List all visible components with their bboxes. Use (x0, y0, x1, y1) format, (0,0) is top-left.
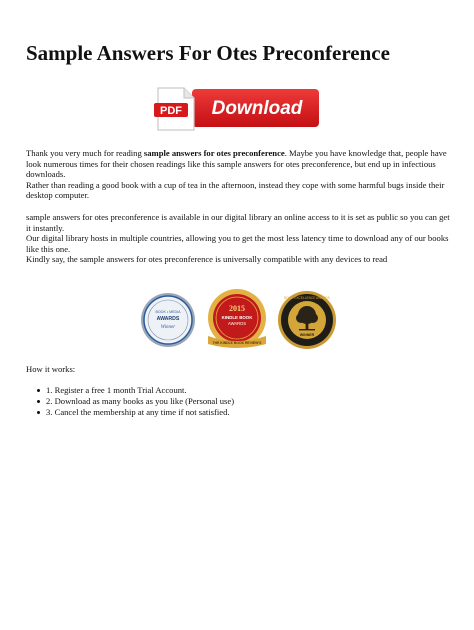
intro-rest-text: . Maybe you have knowledge that, people have look numerous times for their chosen readings like this sample answers for otes preconference, but end up in infectious downloads. (26, 148, 447, 180)
step-text: 1. Register a free 1 month Trial Account. (46, 385, 187, 395)
intro-line-2: Rather than reading a good book with a cup of tea in the afternoon, instead they cope with some harmful bugs inside their desktop computer. (26, 179, 445, 201)
step-text: 3. Cancel the membership at any time if not satisfied. (46, 407, 230, 418)
pdf-label: PDF (160, 105, 182, 117)
document-title: Sample Answers For Otes Preconference (26, 41, 390, 65)
step-text: 2. Download as many books as you like (Personal use) (46, 396, 235, 407)
library-line-1: sample answers for otes preconference is available in our digital library an online access to it is set as public so you can get it instantly. (26, 212, 450, 233)
list-item (26, 385, 234, 396)
badge3-center-text: WINNER (299, 333, 315, 337)
kindle-book-award-badge (208, 289, 266, 348)
bullet-icon (37, 400, 40, 403)
library-paragraph (26, 212, 450, 265)
award-badges (0, 288, 474, 352)
intro-bold-title: sample answers for otes preconference (143, 148, 285, 158)
library-line-2: Our digital library hosts in multiple countries, allowing you to get the most less latency time to download any of our books like this one. (26, 233, 449, 254)
how-it-works-steps (26, 385, 234, 419)
badge2-line2: AWARDS (227, 321, 247, 326)
book-excellence-award-badge (278, 291, 336, 349)
list-item (26, 407, 234, 418)
badge1-line2: AWARDS (156, 316, 180, 322)
list-item (26, 396, 234, 407)
badge2-year: 2015 (229, 304, 245, 313)
book-media-award-badge (141, 293, 195, 347)
how-it-works-heading: How it works: (26, 364, 76, 374)
badge3-ring-text: BOOK EXCELLENCE AWARDS (284, 296, 330, 300)
download-label: Download (211, 98, 303, 119)
library-line-3: Kindly say, the sample answers for otes preconference is universally compatible with any devices to read (26, 254, 388, 265)
intro-text: Thank you very much for reading (26, 148, 144, 158)
bullet-icon (37, 411, 40, 414)
bullet-icon (37, 389, 40, 392)
badge2-ribbon: THE KINDLE BOOK REVIEW'S (212, 341, 262, 345)
pdf-file-icon (154, 88, 194, 130)
badge1-line1: BOOK • MEDIA (155, 310, 181, 314)
intro-paragraph (26, 148, 450, 201)
download-button[interactable] (154, 84, 321, 132)
badge2-line1: KINDLE BOOK (221, 315, 253, 320)
badge1-line3: Winner (160, 325, 176, 330)
